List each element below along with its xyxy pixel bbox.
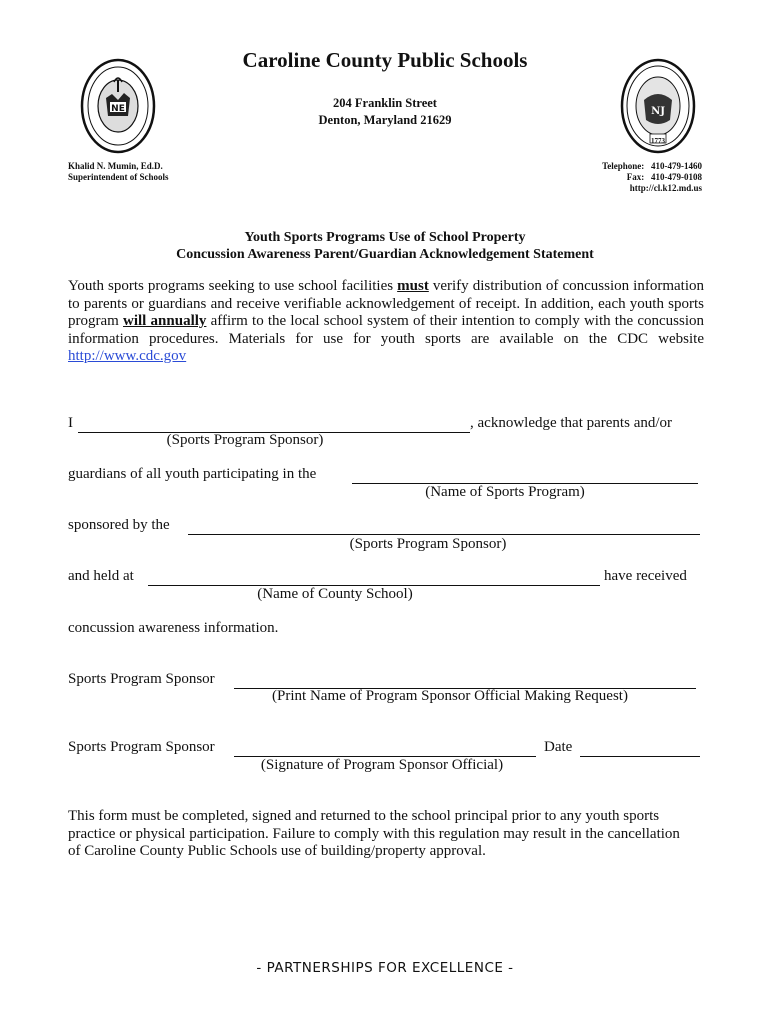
form-title-line1: Youth Sports Programs Use of School Property [244, 230, 526, 245]
superintendent-title: Superintendent of Schools [68, 172, 169, 182]
line3-prefix: sponsored by the [68, 517, 170, 533]
intro-text-2: verify distribution of concussion information to parents or guardians and receive verifiable acknowledgement of receipt. In addition, each youth sports program [68, 278, 704, 329]
cdc-link[interactable]: http://www.cdc.gov [68, 348, 187, 364]
form-title-line2: Concussion Awareness Parent/Guardian Acknowledgement Statement [176, 247, 594, 262]
website: http://cl.k12.md.us [629, 183, 702, 193]
intro-text-1: Youth sports programs seeking to use school facilities [68, 278, 398, 294]
closing-paragraph: This form must be completed, signed and returned to the school principal prior to any youth sports practice or physical participation. Failure to comply with this regulation may result in the cancellation of Caroline County Public Schools use of building/property approval. [68, 808, 680, 859]
org-name: Caroline County Public Schools [242, 48, 528, 72]
sign-label: Sports Program Sponsor [68, 739, 215, 755]
line5-text: concussion awareness information. [68, 620, 279, 636]
line4-caption: (Name of County School) [257, 586, 413, 602]
footer-tagline: - PARTNERSHIPS FOR EXCELLENCE - [256, 960, 514, 976]
superintendent-name: Khalid N. Mumin, Ed.D. [68, 161, 163, 171]
line3-caption: (Sports Program Sponsor) [349, 536, 507, 552]
print-caption: (Print Name of Program Sponsor Official Making Request) [272, 688, 628, 704]
line4-prefix: and held at [68, 568, 134, 584]
fax: Fax: 410-479-0108 [626, 172, 702, 182]
print-label: Sports Program Sponsor [68, 671, 215, 687]
line1-suffix: , acknowledge that parents and/or [470, 415, 673, 431]
svg-text:NJ: NJ [651, 106, 665, 117]
intro-text-3: affirm to the local school system of their intention to comply with the concussion information procedures. Materials for use for youth sports are available on the CDC website [68, 313, 712, 347]
street-address: 204 Franklin Street [333, 96, 437, 110]
intro-paragraph [68, 278, 712, 366]
right-seal-year: 1773 [651, 137, 665, 145]
city-address: Denton, Maryland 21629 [318, 113, 452, 127]
line2-caption: (Name of Sports Program) [425, 484, 585, 500]
svg-text:NE: NE [111, 104, 125, 114]
sign-caption: (Signature of Program Sponsor Official) [260, 757, 504, 773]
line1-prefix: I [68, 415, 73, 431]
line4-suffix: have received [604, 568, 687, 584]
line1-caption: (Sports Program Sponsor) [166, 432, 324, 448]
date-label: Date [544, 739, 573, 755]
sponsor-field-2[interactable] [188, 534, 700, 535]
telephone: Telephone: 410-479-1460 [602, 161, 702, 171]
intro-must: must [397, 278, 429, 294]
line2-prefix: guardians of all youth participating in the [68, 466, 317, 482]
date-field[interactable] [580, 756, 700, 757]
intro-will-annually: will annually [123, 313, 207, 329]
